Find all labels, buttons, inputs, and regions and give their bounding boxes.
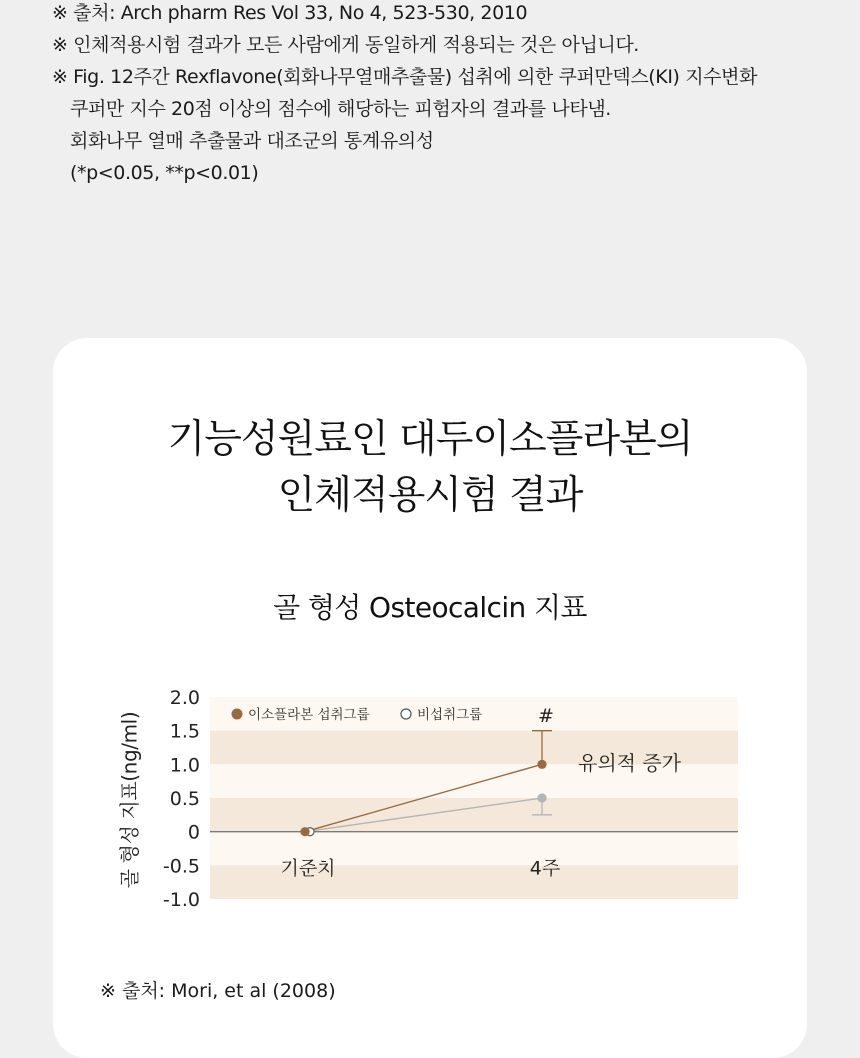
data-point [538, 794, 546, 802]
legend-label-control: 비섭취그룹 [417, 707, 483, 723]
y-tick-label: 2.0 [169, 687, 200, 709]
y-tick-label: 0 [187, 821, 200, 844]
chart-title: 골 형성 Osteocalcin 지표 [273, 591, 587, 624]
card-title-line-1: 기능성원료인 대두이소플라본의 [167, 417, 693, 462]
note-figure-line-2: 쿠퍼만 지수 20점 이상의 점수에 해당하는 피험자의 결과를 나타냄. [70, 98, 611, 120]
y-tick-label: 1.0 [169, 754, 200, 777]
data-point [300, 827, 309, 836]
legend-marker-isoflavone [232, 709, 243, 720]
note-figure-line-3: 회화나무 열매 추출물과 대조군의 통계유의성 [70, 130, 434, 152]
y-tick-label: 1.5 [169, 720, 200, 743]
legend-label-isoflavone: 이소플라본 섭취그룹 [248, 707, 370, 723]
note-source-line: ※ 출처: Arch pharm Res Vol 33, No 4, 523-530, 2010 [52, 2, 528, 24]
significance-annotation: 유의적 증가 [578, 751, 681, 775]
y-axis-label: 골 형성 지표(ng/ml) [117, 711, 142, 889]
x-tick-label: 기준치 [280, 857, 336, 880]
y-tick-label: -1.0 [162, 889, 200, 911]
significance-mark: # [538, 705, 554, 727]
note-figure-line: ※ Fig. 12주간 Rexflavone(회화나무열매추출물) 섭취에 의한 쿠퍼만덱스(KI) 지수변화 [52, 66, 758, 88]
legend-marker-control [401, 709, 411, 719]
y-tick-label: -0.5 [162, 855, 200, 878]
plot-band [210, 798, 738, 832]
note-disclaimer-line: ※ 인체적용시험 결과가 모든 사람에게 동일하게 적용되는 것은 아닙니다. [52, 34, 639, 56]
note-figure-line-4: (*p<0.05, **p<0.01) [70, 162, 259, 184]
y-tick-label: 0.5 [169, 788, 200, 810]
x-tick-label: 4주 [529, 857, 561, 880]
card-title-line-2: 인체적용시험 결과 [277, 473, 583, 518]
chart-source: ※ 출처: Mori, et al (2008) [100, 980, 336, 1002]
data-point [537, 760, 546, 769]
